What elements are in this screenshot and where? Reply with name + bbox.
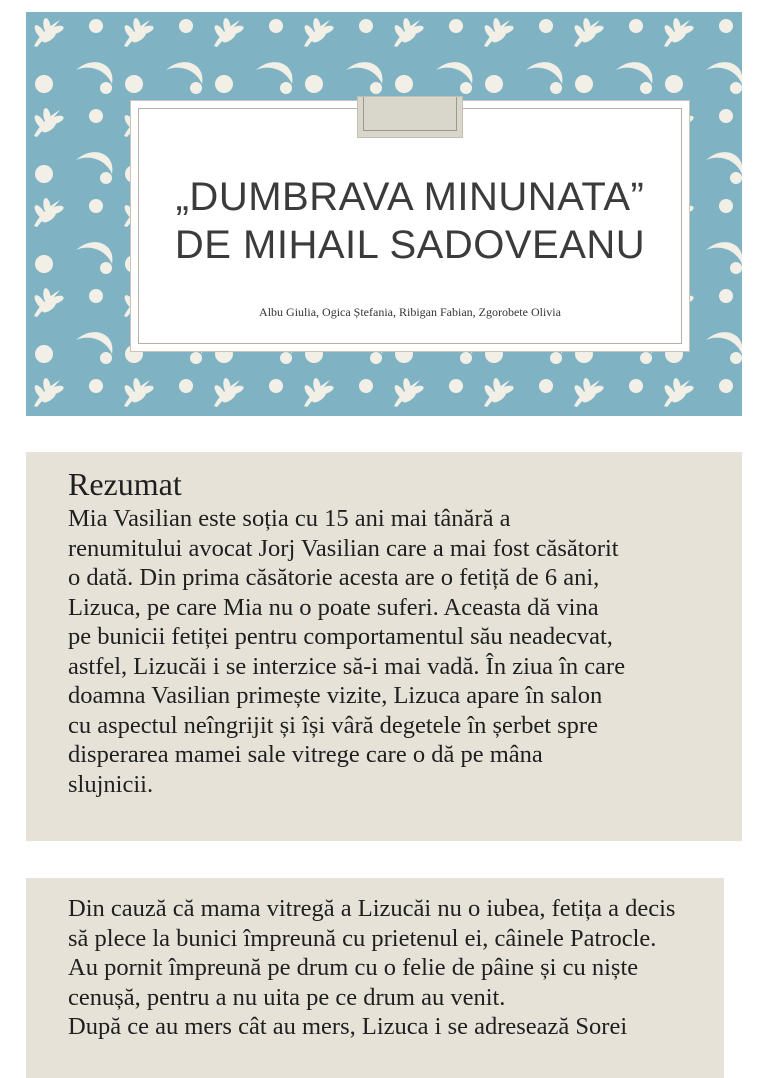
summary-slide bbox=[26, 452, 742, 841]
story-line: să plece la bunici împreună cu prietenul ei, câinele Patrocle. bbox=[68, 924, 657, 952]
summary-line: Lizuca, pe care Mia nu o poate suferi. Aceasta dă vina bbox=[68, 593, 599, 621]
story-line: După ce au mers cât au mers, Lizuca i se adresează Sorei bbox=[68, 1013, 628, 1040]
summary-heading: Rezumat bbox=[68, 466, 182, 502]
title-slide bbox=[26, 12, 742, 416]
title-line-2: DE MIHAIL SADOVEANU bbox=[174, 223, 646, 267]
summary-line: pe bunicii fetiței pentru comportamentul său neadecvat, bbox=[68, 623, 613, 650]
summary-line: astfel, Lizucăi i se interzice să-i mai vadă. În ziua în care bbox=[68, 652, 626, 680]
summary-line: renumitului avocat Jorj Vasilian care a mai fost căsătorit bbox=[68, 534, 619, 562]
authors-line: Albu Giulia, Ogica Ștefania, Ribigan Fabian, Zgorobete Olivia bbox=[259, 305, 561, 319]
summary-line: disperarea mamei sale vitrege care o dă pe mâna bbox=[68, 741, 543, 768]
title-line-1: „DUMBRAVA MINUNATA” bbox=[175, 175, 645, 219]
slide-title bbox=[131, 173, 689, 269]
summary-line: slujnicii. bbox=[68, 770, 154, 798]
story-slide bbox=[26, 878, 724, 1078]
story-line: cenușă, pentru a nu uita pe ce drum au venit. bbox=[68, 983, 506, 1011]
title-card-tab bbox=[357, 96, 463, 138]
summary-line: doamna Vasilian primește vizite, Lizuca apare în salon bbox=[68, 682, 603, 709]
summary-line: cu aspectul neîngrijit și își vâră degetele în șerbet spre bbox=[68, 711, 598, 739]
title-card bbox=[130, 100, 690, 352]
story-text bbox=[68, 894, 708, 1042]
summary-line: Mia Vasilian este soția cu 15 ani mai tânără a bbox=[68, 505, 511, 532]
story-line: Din cauză că mama vitregă a Lizucăi nu o iubea, fetița a decis bbox=[68, 895, 676, 922]
story-line: Au pornit împreună pe drum cu o felie de pâine și cu niște bbox=[68, 954, 639, 981]
summary-line: o dată. Din prima căsătorie acesta are o fetiță de 6 ani, bbox=[68, 564, 600, 591]
summary-text bbox=[68, 504, 708, 799]
